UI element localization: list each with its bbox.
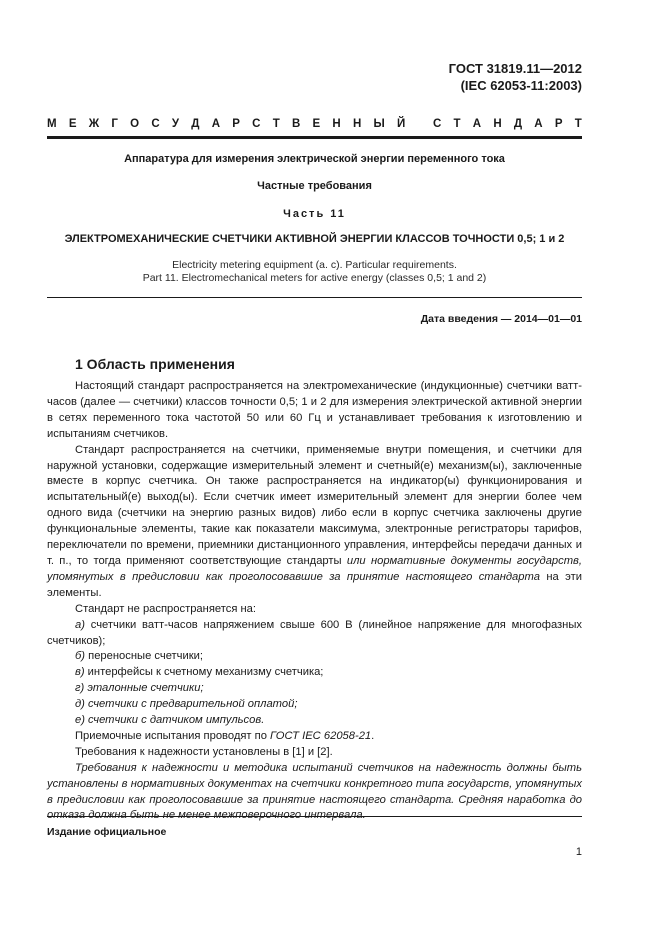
part-number: Часть 11 bbox=[283, 208, 346, 220]
banner-letter: Т bbox=[272, 118, 280, 130]
banner-letter: Н bbox=[332, 118, 341, 130]
banner-letter: У bbox=[171, 118, 180, 130]
banner-letter: Н bbox=[352, 118, 362, 130]
paragraph-italic: Требования к надежности и методика испытаний счетчиков на надежность должны быть установлены в нормативных документах на счетчики конкретного типа государств, упомянутых в предисловии как проголосовавшие за принятие настоящего стандарта. Средняя наработка до bbox=[47, 761, 582, 806]
list-item bbox=[47, 665, 582, 681]
section-body bbox=[47, 379, 582, 824]
standard-reference: ГОСТ IEC 62058-21 bbox=[270, 729, 372, 742]
english-title bbox=[47, 259, 582, 285]
document-title: Аппаратура для измерения электрической энергии переменного тока bbox=[124, 153, 505, 165]
title-rule bbox=[47, 297, 582, 298]
iec-number: (IEC 62053-11:2003) bbox=[460, 78, 582, 93]
banner-letter: Е bbox=[68, 118, 77, 130]
banner-letter: А bbox=[534, 118, 543, 130]
english-title-line: Part 11. Electromechanical meters for active energy (classes 0,5; 1 and 2) bbox=[142, 272, 487, 284]
footer-rule bbox=[47, 816, 582, 817]
list-text: интерфейсы к счетному механизму счетчика; bbox=[84, 666, 324, 679]
text-run: Стандарт распространяется на счетчики, применяемые внутри помещения, и счетчики для наружной установки, содержащие измерительный элемент и счетный(е) механизм(ы), заключенные вместе в корпус счетчика. Он также распространяется на индикатор(ы) функционирования и испытательный(е) выход(ы). Если счетчик имеет измерительный элемент для энергии более чем одного вида (счетчики на энергию разных видов) либо если в корпус счетчика заключены другие функциональные элементы, такие как показатели максимума, электронные регистраторы тарифов, переключатели по времени, приемники дистанционного управления, интерфейсы передачи данных и т. п., то тогда применяют соответствующие стандарты bbox=[47, 443, 582, 567]
paragraph: Стандарт не распространяется на: bbox=[75, 602, 256, 615]
gost-number: ГОСТ 31819.11—2012 bbox=[448, 61, 582, 76]
banner-letter: Е bbox=[312, 118, 321, 130]
list-item bbox=[47, 618, 582, 650]
list-marker: а) bbox=[75, 618, 85, 631]
list-marker: в) bbox=[75, 666, 85, 679]
banner-gap bbox=[418, 116, 421, 132]
banner-letter: Й bbox=[397, 118, 406, 130]
banner-letter: Н bbox=[493, 118, 502, 130]
paragraph bbox=[47, 443, 582, 602]
banner-letter: Р bbox=[232, 118, 240, 130]
list-item bbox=[47, 713, 582, 729]
english-title-line: Electricity metering equipment (a. c). Particular requirements. bbox=[172, 259, 457, 271]
banner-letter: В bbox=[291, 118, 301, 130]
section-heading: 1 Область применения bbox=[75, 356, 235, 372]
banner-letter: С bbox=[252, 118, 261, 130]
list-item bbox=[47, 697, 582, 713]
official-edition-label: Издание официальное bbox=[47, 826, 167, 838]
list-text: переносные счетчики; bbox=[85, 650, 204, 663]
banner-letter: С bbox=[151, 118, 160, 130]
list-marker: е) bbox=[75, 714, 85, 727]
standard-code bbox=[449, 60, 582, 94]
banner-letter: О bbox=[130, 118, 140, 130]
banner-letter: Г bbox=[111, 118, 118, 130]
paragraph: Требования к надежности установлены в [1] и [2]. bbox=[75, 745, 333, 758]
page-number: 1 bbox=[575, 846, 582, 858]
banner-letter: Д bbox=[191, 118, 200, 130]
banner-letter: Ы bbox=[373, 118, 385, 130]
list-marker: б) bbox=[75, 650, 86, 663]
list-item bbox=[47, 681, 582, 697]
text-run: . bbox=[371, 729, 375, 742]
introduction-date: Дата введения — 2014—01—01 bbox=[420, 313, 582, 325]
banner-letter: С bbox=[432, 118, 442, 130]
list-marker: г) bbox=[75, 682, 85, 695]
list-marker: д) bbox=[75, 698, 85, 711]
list-text-italic: счетчики с предварительной оплатой; bbox=[84, 698, 298, 711]
part-title: ЭЛЕКТРОМЕХАНИЧЕСКИЕ СЧЕТЧИКИ АКТИВНОЙ ЭНЕРГИИ КЛАССОВ ТОЧНОСТИ 0,5; 1 и 2 bbox=[64, 233, 565, 245]
banner-letter: Р bbox=[554, 118, 563, 130]
text-run: Приемочные испытания проводят по bbox=[75, 729, 271, 742]
banner-letter: А bbox=[211, 118, 221, 130]
banner-letter: Д bbox=[513, 118, 523, 130]
banner-letter: Т bbox=[574, 118, 582, 130]
banner-letter: А bbox=[472, 118, 482, 130]
list-text: счетчики ватт-часов напряжением свыше 600 В (линейное напряжение для многофазных счетчиков); bbox=[47, 618, 582, 647]
interstate-standard-banner bbox=[47, 116, 582, 132]
banner-letter: Ж bbox=[88, 118, 100, 130]
paragraph: Настоящий стандарт распространяется на электромеханические (индукционные) счетчики ватт-часов (далее — счетчики) классов точности 0,5; 1 и 2 для измерения электрической активной энергии в сетях переменного тока частотой 50 или 60 Гц и устанавливает требования к изготовлению и испытаниям счетчиков. bbox=[47, 380, 582, 440]
list-item bbox=[47, 649, 582, 665]
document-subtitle: Частные требования bbox=[257, 180, 372, 192]
banner-letter: М bbox=[47, 118, 57, 130]
list-text-italic: эталонные счетчики; bbox=[84, 682, 204, 695]
paragraph bbox=[47, 729, 582, 745]
banner-letter: Т bbox=[453, 118, 461, 130]
text-run: на эти элементы. bbox=[47, 570, 582, 599]
header-rule bbox=[47, 136, 582, 139]
list-text-italic: счетчики с датчиком импульсов. bbox=[84, 714, 265, 727]
text-run-italic: или нормативные документы государств, упомянутых в предисловии как проголосовавшие за принятие настоящего стандарта bbox=[47, 554, 583, 583]
